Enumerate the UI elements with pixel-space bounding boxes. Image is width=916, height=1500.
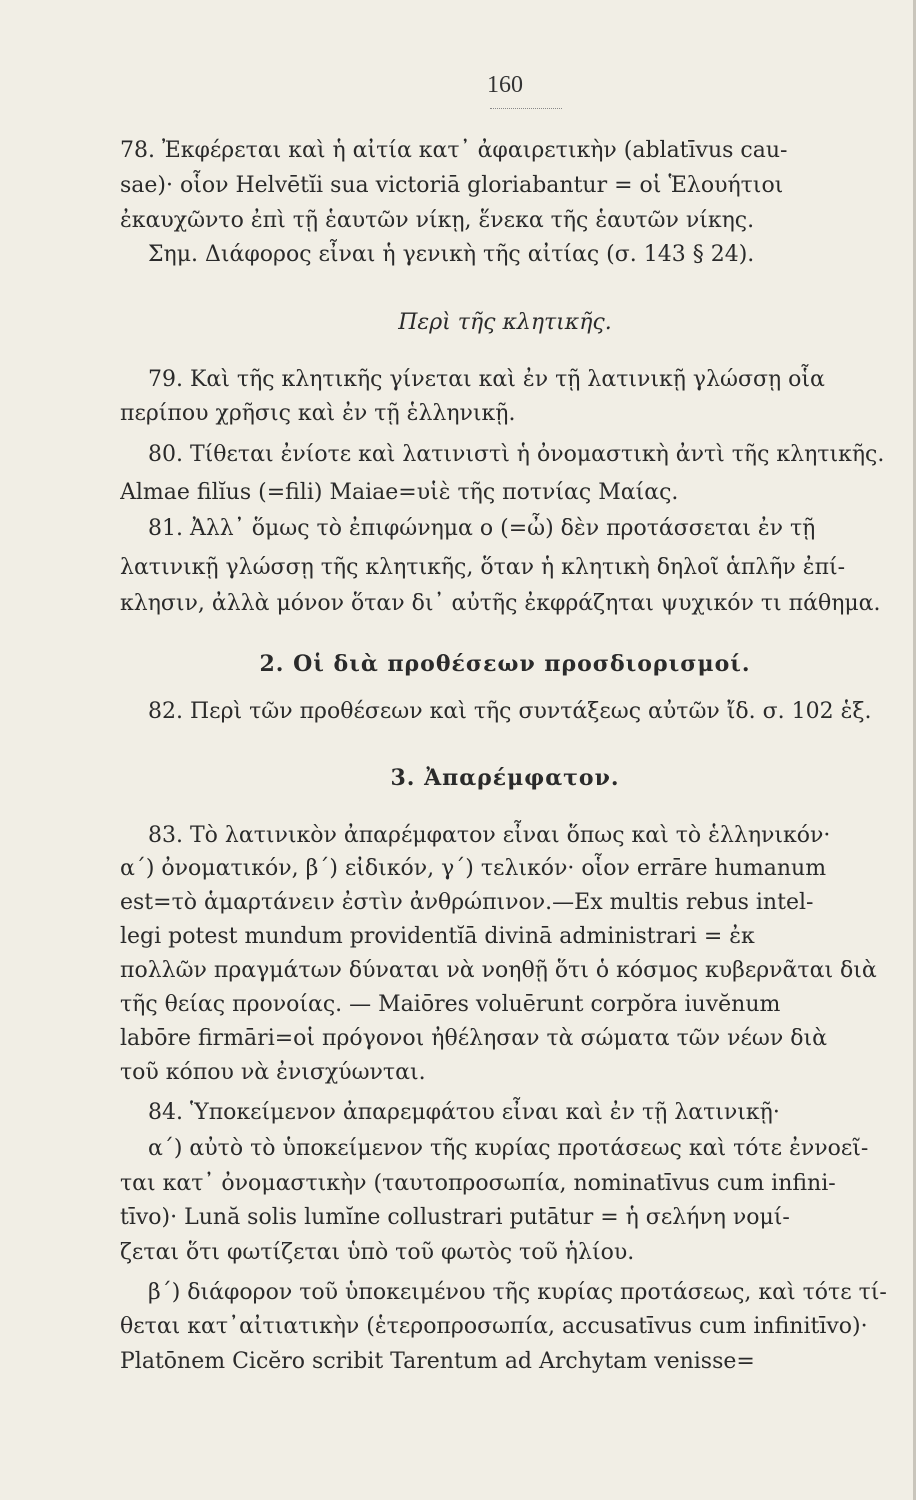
text-line: 82. Περὶ τῶν προθέσεων καὶ τῆς συντάξεως αὐτῶν ἴδ. σ. 102 ἑξ. — [148, 699, 872, 724]
page-number: 160 — [487, 72, 523, 98]
text-line: τοῦ κόπου νὰ ἐνισχύωνται. — [120, 1060, 426, 1085]
section-heading: 2. Οἱ διὰ προθέσεων προσδιορισμοί. — [259, 651, 751, 677]
text-line: 81. Ἀλλ᾽ ὅμως τὸ ἐπιφώνημα ο (=ὦ) δὲν προτάσσεται ἐν τῇ — [148, 516, 816, 541]
text-line: labōre firmāri=οἱ πρόγονοι ἠθέλησαν τὰ σώματα τῶν νέων διὰ — [120, 1026, 827, 1051]
section-heading: 3. Ἀπαρέμφατον. — [390, 765, 620, 791]
text-line: 83. Τὸ λατινικὸν ἀπαρέμφατον εἶναι ὅπως καὶ τὸ ἑλληνικόν· — [148, 823, 831, 848]
text-line: tīvo)· Lună solis lumĭne collustrari putātur = ἡ σελήνη νομί- — [120, 1205, 790, 1230]
text-line: 84. Ὑποκείμενον ἀπαρεμφάτου εἶναι καὶ ἐν τῇ λατινικῇ· — [148, 1100, 780, 1125]
note-line: Σημ. Διάφορος εἶναι ἡ γενικὴ τῆς αἰτίας (σ. 143 § 24). — [148, 242, 755, 267]
text-line: πολλῶν πραγμάτων δύναται νὰ νοηθῇ ὅτι ὁ κόσμος κυβερνᾶται διὰ — [120, 958, 877, 983]
text-line: ζεται ὅτι φωτίζεται ὑπὸ τοῦ φωτὸς τοῦ ἡλίου. — [120, 1240, 635, 1265]
text-line: β΄) διάφορον τοῦ ὑποκειμένου τῆς κυρίας προτάσεως, καὶ τότε τί- — [148, 1280, 887, 1305]
text-line: θεται κατ᾽αἰτιατικὴν (ἑτεροπροσωπία, accusatīvus cum infinitīvo)· — [120, 1314, 868, 1339]
text-line: sae)· οἷον Helvētĭi sua victoriā gloriabantur = οἱ Ἑλουήτιοι — [120, 173, 784, 198]
text-line: α΄) ὀνοματικόν, β΄) εἰδικόν, γ΄) τελικόν· οἷον errāre humanum — [120, 856, 827, 881]
text-line: legi potest mundum providentĭā divinā administrari = ἐκ — [120, 924, 755, 949]
text-line: 79. Καὶ τῆς κλητικῆς γίνεται καὶ ἐν τῇ λατινικῇ γλώσσῃ οἷα — [148, 367, 825, 392]
text-line: α΄) αὐτὸ τὸ ὑποκείμενον τῆς κυρίας προτάσεως καὶ τότε ἐννοεῖ- — [148, 1136, 869, 1161]
text-line: Almae filĭus (=fili) Maiae=υἱὲ τῆς ποτνίας Μαίας. — [120, 480, 679, 505]
text-line: τῆς θείας προνοίας. — Maiōres voluērunt corpŏra iuvĕnum — [120, 992, 781, 1017]
text-line: κλησιν, ἀλλὰ μόνον ὅταν δι᾽ αὐτῆς ἐκφράζηται ψυχικόν τι πάθημα. — [120, 591, 881, 616]
section-heading: Περὶ τῆς κλητικῆς. — [398, 310, 612, 335]
text-line: ται κατ᾽ ὀνομαστικὴν (ταυτοπροσωπία, nominatīvus cum infini- — [120, 1171, 836, 1196]
text-line: Platōnem Cicĕro scribit Tarentum ad Archytam venisse= — [120, 1349, 755, 1374]
header-rule — [490, 108, 562, 109]
text-line: περίπου χρῆσις καὶ ἐν τῇ ἑλληνικῇ. — [120, 401, 516, 426]
text-line: 80. Τίθεται ἐνίοτε καὶ λατινιστὶ ἡ ὀνομαστικὴ ἀντὶ τῆς κλητικῆς. — [148, 442, 885, 467]
text-line: ἐκαυχῶντο ἐπὶ τῇ ἑαυτῶν νίκῃ, ἕνεκα τῆς ἑαυτῶν νίκης. — [120, 208, 755, 233]
text-line: λατινικῇ γλώσσῃ τῆς κλητικῆς, ὅταν ἡ κλητικὴ δηλοῖ ἁπλῆν ἐπί- — [120, 555, 846, 580]
text-line: est=τὸ ἁμαρτάνειν ἐστὶν ἀνθρώπινον.—Ex multis rebus intel- — [120, 890, 814, 915]
text-line: 78. Ἐκφέρεται καὶ ἡ αἰτία κατ᾽ ἀφαιρετικὴν (ablatīvus cau- — [120, 138, 788, 163]
